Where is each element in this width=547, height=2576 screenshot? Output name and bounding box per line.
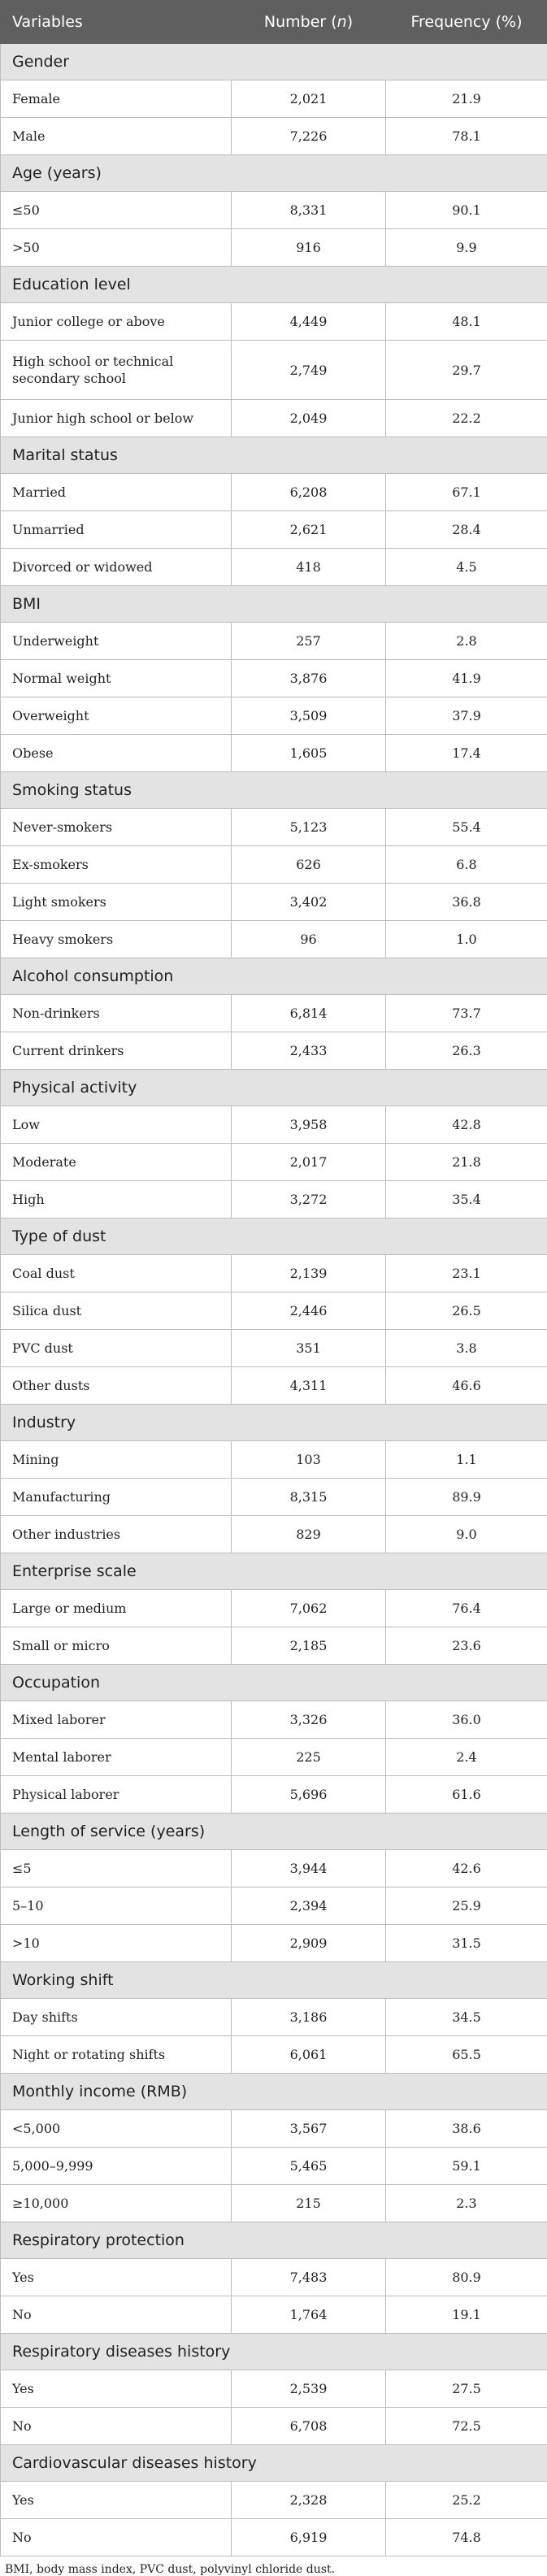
variable-cell: <5,000 [1,2110,232,2148]
table-row [1,1292,547,1330]
table-row [1,400,547,437]
frequency-cell: 28.4 [386,511,547,549]
frequency-cell: 2.3 [386,2185,547,2222]
footnote: BMI, body mass index, PVC dust, polyvinyl chloride dust. [0,2556,547,2576]
section-row [1,1814,547,1850]
number-cell: 4,311 [232,1367,386,1405]
variable-cell: Divorced or widowed [1,549,232,586]
variable-cell: Moderate [1,1144,232,1181]
section-row [1,155,547,192]
variable-cell: Day shifts [1,1999,232,2036]
number-cell: 3,509 [232,697,386,735]
table-row [1,1255,547,1292]
header-number-close: ) [347,13,353,31]
variable-cell: Yes [1,2482,232,2519]
number-cell: 103 [232,1441,386,1479]
frequency-cell: 4.5 [386,549,547,586]
table-row [1,1627,547,1665]
number-cell: 1,605 [232,735,386,772]
frequency-cell: 74.8 [386,2519,547,2556]
frequency-cell: 41.9 [386,660,547,697]
section-row [1,2222,547,2259]
section-title: Education level [1,267,547,303]
number-cell: 626 [232,846,386,884]
variable-cell: Night or rotating shifts [1,2036,232,2074]
section-title: Age (years) [1,155,547,192]
frequency-cell: 22.2 [386,400,547,437]
variable-cell: No [1,2519,232,2556]
table-body [1,44,547,2556]
frequency-cell: 1.1 [386,1441,547,1479]
frequency-cell: 9.9 [386,229,547,267]
section-title: Respiratory diseases history [1,2334,547,2370]
frequency-cell: 2.8 [386,623,547,660]
table-row [1,511,547,549]
number-cell: 351 [232,1330,386,1367]
table-row [1,1590,547,1627]
frequency-cell: 61.6 [386,1776,547,1814]
frequency-cell: 65.5 [386,2036,547,2074]
variable-cell: Junior college or above [1,303,232,341]
section-row [1,1218,547,1255]
number-cell: 2,446 [232,1292,386,1330]
number-cell: 96 [232,921,386,958]
table-row [1,1516,547,1553]
variable-cell: ≥10,000 [1,2185,232,2222]
number-cell: 5,465 [232,2148,386,2185]
variable-cell: Coal dust [1,1255,232,1292]
section-row [1,44,547,80]
table-row [1,697,547,735]
header-number [232,1,386,44]
number-cell: 8,315 [232,1479,386,1516]
frequency-cell: 21.8 [386,1144,547,1181]
variable-cell: Heavy smokers [1,921,232,958]
variable-cell: Junior high school or below [1,400,232,437]
section-title: Cardiovascular diseases history [1,2445,547,2482]
section-title: Gender [1,44,547,80]
number-cell: 7,483 [232,2259,386,2296]
frequency-cell: 59.1 [386,2148,547,2185]
table-row [1,1144,547,1181]
section-title: Working shift [1,1962,547,1999]
number-cell: 2,139 [232,1255,386,1292]
frequency-cell: 36.0 [386,1701,547,1739]
variable-cell: Current drinkers [1,1032,232,1070]
variable-cell: Silica dust [1,1292,232,1330]
frequency-cell: 31.5 [386,1925,547,1962]
number-cell: 2,328 [232,2482,386,2519]
number-cell: 2,539 [232,2370,386,2408]
section-row [1,1962,547,1999]
section-title: Enterprise scale [1,1553,547,1590]
number-cell: 7,062 [232,1590,386,1627]
table-row [1,735,547,772]
table-row [1,884,547,921]
frequency-cell: 34.5 [386,1999,547,2036]
variable-cell: Unmarried [1,511,232,549]
table-row [1,1887,547,1925]
variable-cell: Manufacturing [1,1479,232,1516]
table-row [1,1367,547,1405]
number-cell: 8,331 [232,192,386,229]
section-title: Alcohol consumption [1,958,547,995]
variable-cell: Other industries [1,1516,232,1553]
header-row [1,1,547,44]
table-row [1,809,547,846]
number-cell: 2,749 [232,341,386,400]
table-row [1,2519,547,2556]
number-cell: 3,958 [232,1106,386,1144]
table-row [1,80,547,118]
variable-cell: Female [1,80,232,118]
number-cell: 6,061 [232,2036,386,2074]
number-cell: 2,021 [232,80,386,118]
section-row [1,772,547,809]
section-row [1,2074,547,2110]
table-row [1,660,547,697]
variable-cell: Married [1,474,232,511]
number-cell: 2,909 [232,1925,386,1962]
variable-cell: Obese [1,735,232,772]
number-cell: 5,123 [232,809,386,846]
table-row [1,1441,547,1479]
variable-cell: Small or micro [1,1627,232,1665]
number-cell: 3,272 [232,1181,386,1218]
variable-cell: No [1,2408,232,2445]
table-row [1,995,547,1032]
number-cell: 2,017 [232,1144,386,1181]
variable-cell: Yes [1,2370,232,2408]
section-row [1,267,547,303]
table-row [1,1479,547,1516]
variable-cell: Male [1,118,232,155]
frequency-cell: 36.8 [386,884,547,921]
table-row [1,303,547,341]
variable-cell: No [1,2296,232,2334]
number-cell: 1,764 [232,2296,386,2334]
number-cell: 2,394 [232,1887,386,1925]
variable-cell: Underweight [1,623,232,660]
frequency-cell: 42.8 [386,1106,547,1144]
section-row [1,1665,547,1701]
table-row [1,1776,547,1814]
section-row [1,958,547,995]
variable-cell: >10 [1,1925,232,1962]
number-cell: 215 [232,2185,386,2222]
number-cell: 6,208 [232,474,386,511]
table-row [1,2482,547,2519]
frequency-cell: 46.6 [386,1367,547,1405]
section-row [1,2334,547,2370]
table-row [1,2370,547,2408]
frequency-cell: 35.4 [386,1181,547,1218]
frequency-cell: 23.1 [386,1255,547,1292]
variable-cell: Other dusts [1,1367,232,1405]
frequency-cell: 38.6 [386,2110,547,2148]
variable-cell: Light smokers [1,884,232,921]
variable-cell: PVC dust [1,1330,232,1367]
number-cell: 3,876 [232,660,386,697]
table-row [1,2259,547,2296]
table-row [1,2296,547,2334]
section-title: Length of service (years) [1,1814,547,1850]
variable-cell: Overweight [1,697,232,735]
table-row [1,2185,547,2222]
table-row [1,474,547,511]
variable-cell: Large or medium [1,1590,232,1627]
section-title: Respiratory protection [1,2222,547,2259]
section-row [1,1553,547,1590]
variable-cell: Never-smokers [1,809,232,846]
variable-cell: 5,000–9,999 [1,2148,232,2185]
frequency-cell: 19.1 [386,2296,547,2334]
number-cell: 2,621 [232,511,386,549]
frequency-cell: 55.4 [386,809,547,846]
header-number-label: Number ( [264,13,337,31]
variable-cell: Mining [1,1441,232,1479]
table-row [1,2036,547,2074]
frequency-cell: 9.0 [386,1516,547,1553]
table-row [1,2408,547,2445]
table-row [1,623,547,660]
variable-cell: Low [1,1106,232,1144]
table-row [1,2110,547,2148]
variable-cell: Mixed laborer [1,1701,232,1739]
table-row [1,846,547,884]
frequency-cell: 25.9 [386,1887,547,1925]
section-title: BMI [1,586,547,623]
frequency-cell: 89.9 [386,1479,547,1516]
number-cell: 6,919 [232,2519,386,2556]
table-row [1,192,547,229]
variable-cell: 5–10 [1,1887,232,1925]
number-cell: 4,449 [232,303,386,341]
variable-cell: ≤5 [1,1850,232,1887]
header-variables: Variables [1,1,232,44]
section-title: Type of dust [1,1218,547,1255]
table-row [1,549,547,586]
table-row [1,1925,547,1962]
section-row [1,1070,547,1106]
frequency-cell: 90.1 [386,192,547,229]
frequency-cell: 17.4 [386,735,547,772]
number-cell: 3,402 [232,884,386,921]
frequency-cell: 26.5 [386,1292,547,1330]
number-cell: 6,814 [232,995,386,1032]
table-row [1,1739,547,1776]
frequency-cell: 23.6 [386,1627,547,1665]
number-cell: 418 [232,549,386,586]
section-title: Marital status [1,437,547,474]
section-row [1,1405,547,1441]
frequency-cell: 29.7 [386,341,547,400]
number-cell: 257 [232,623,386,660]
number-cell: 225 [232,1739,386,1776]
table-row [1,1850,547,1887]
section-title: Smoking status [1,772,547,809]
frequency-cell: 73.7 [386,995,547,1032]
number-cell: 2,185 [232,1627,386,1665]
frequency-cell: 48.1 [386,303,547,341]
variable-cell: Non-drinkers [1,995,232,1032]
table-row [1,118,547,155]
variable-cell: Yes [1,2259,232,2296]
frequency-cell: 42.6 [386,1850,547,1887]
table-row [1,1181,547,1218]
number-cell: 3,326 [232,1701,386,1739]
table-row [1,1330,547,1367]
variable-cell: High school or technical secondary school [1,341,232,400]
header-frequency: Frequency (%) [386,1,547,44]
variable-cell: Mental laborer [1,1739,232,1776]
frequency-cell: 2.4 [386,1739,547,1776]
frequency-cell: 37.9 [386,697,547,735]
frequency-cell: 1.0 [386,921,547,958]
frequency-cell: 67.1 [386,474,547,511]
frequency-cell: 21.9 [386,80,547,118]
frequency-cell: 80.9 [386,2259,547,2296]
frequency-cell: 25.2 [386,2482,547,2519]
frequency-cell: 26.3 [386,1032,547,1070]
table-row [1,921,547,958]
number-cell: 2,049 [232,400,386,437]
number-cell: 829 [232,1516,386,1553]
table-row [1,2148,547,2185]
table-row [1,229,547,267]
variable-cell: Ex-smokers [1,846,232,884]
frequency-cell: 6.8 [386,846,547,884]
number-cell: 916 [232,229,386,267]
variable-cell: High [1,1181,232,1218]
table-row [1,1106,547,1144]
frequency-cell: 27.5 [386,2370,547,2408]
table-row [1,341,547,400]
frequency-cell: 76.4 [386,1590,547,1627]
frequency-cell: 72.5 [386,2408,547,2445]
section-row [1,586,547,623]
section-row [1,2445,547,2482]
table-row [1,1701,547,1739]
header-number-n: n [337,13,347,31]
variable-cell: Normal weight [1,660,232,697]
number-cell: 6,708 [232,2408,386,2445]
section-row [1,437,547,474]
variable-cell: >50 [1,229,232,267]
number-cell: 3,567 [232,2110,386,2148]
number-cell: 3,186 [232,1999,386,2036]
number-cell: 2,433 [232,1032,386,1070]
number-cell: 7,226 [232,118,386,155]
table-row [1,1032,547,1070]
section-title: Physical activity [1,1070,547,1106]
number-cell: 3,944 [232,1850,386,1887]
variable-cell: ≤50 [1,192,232,229]
variable-cell: Physical laborer [1,1776,232,1814]
section-title: Industry [1,1405,547,1441]
section-title: Monthly income (RMB) [1,2074,547,2110]
table-row [1,1999,547,2036]
number-cell: 5,696 [232,1776,386,1814]
frequency-cell: 78.1 [386,118,547,155]
frequency-cell: 3.8 [386,1330,547,1367]
section-title: Occupation [1,1665,547,1701]
